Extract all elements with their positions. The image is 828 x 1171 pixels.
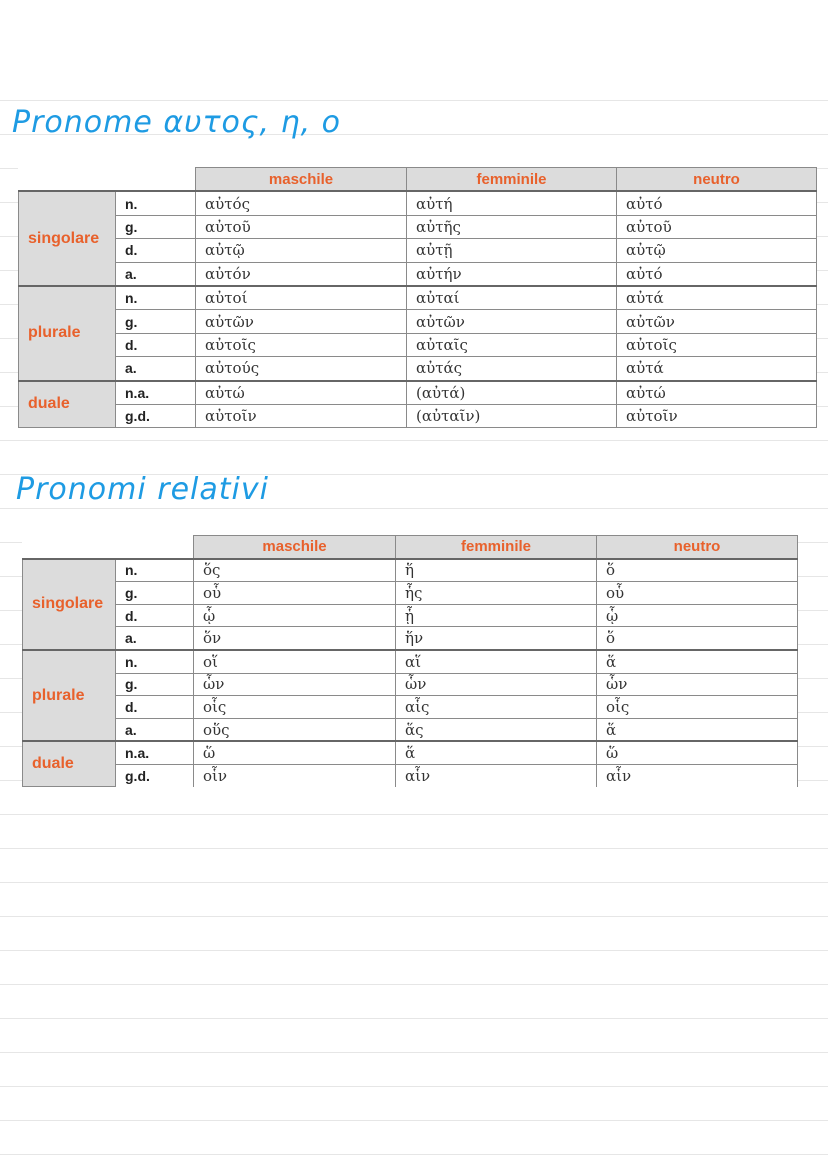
- greek-form: αὐτῶν: [407, 310, 617, 333]
- greek-form: ἥ: [396, 559, 597, 582]
- greek-form: οὗ: [194, 582, 396, 605]
- case-label: g.d.: [116, 404, 196, 427]
- table-row: [23, 559, 798, 582]
- table-row: [19, 310, 817, 333]
- case-label: n.a.: [116, 741, 194, 764]
- case-label: g.: [116, 215, 196, 238]
- case-label: g.d.: [116, 764, 194, 786]
- greek-form: ᾗ: [396, 604, 597, 627]
- relative-pronoun-declension-table: [22, 535, 798, 787]
- table-row: [23, 741, 798, 764]
- greek-form: ἅ: [396, 741, 597, 764]
- greek-form: αὐτάς: [407, 357, 617, 381]
- greek-form: αὐτόν: [196, 262, 407, 286]
- case-label: n.: [116, 650, 194, 673]
- greek-form: ᾧ: [597, 604, 798, 627]
- greek-form: αὐτό: [617, 191, 817, 215]
- table-row: [23, 650, 798, 673]
- case-label: d.: [116, 604, 194, 627]
- greek-form: αὐτοῖν: [617, 404, 817, 427]
- greek-form: αὐτῷ: [196, 239, 407, 262]
- case-label: a.: [116, 627, 194, 650]
- greek-form: αὐτῷ: [617, 239, 817, 262]
- column-header: neutro: [617, 168, 817, 192]
- case-label: g.: [116, 673, 194, 696]
- number-label: plurale: [19, 286, 116, 381]
- greek-form: ἅ: [597, 718, 798, 741]
- greek-form: οἵ: [194, 650, 396, 673]
- greek-form: αὐτώ: [617, 381, 817, 405]
- heading-autos-pronoun: Pronome αυτος, η, ο: [12, 105, 342, 140]
- table-row: [19, 262, 817, 286]
- greek-form: αὐτοῖς: [617, 333, 817, 356]
- case-label: n.: [116, 286, 196, 310]
- number-label: duale: [23, 741, 116, 786]
- greek-form: ἅς: [396, 718, 597, 741]
- greek-form: αἵ: [396, 650, 597, 673]
- table-row: [19, 404, 817, 427]
- greek-form: (αὐταῖν): [407, 404, 617, 427]
- greek-form: αὐτήν: [407, 262, 617, 286]
- column-header: neutro: [597, 536, 798, 559]
- table-row: [19, 215, 817, 238]
- greek-form: ὧν: [194, 673, 396, 696]
- greek-form: ἧς: [396, 582, 597, 605]
- greek-form: οὗ: [597, 582, 798, 605]
- number-label: singolare: [23, 559, 116, 650]
- greek-form: αὐτός: [196, 191, 407, 215]
- greek-form: αὐτοί: [196, 286, 407, 310]
- greek-form: ᾧ: [194, 604, 396, 627]
- greek-form: αὐτή: [407, 191, 617, 215]
- table-row: [23, 627, 798, 650]
- case-label: n.: [116, 559, 194, 582]
- heading-relative-pronouns: Pronomi relativi: [16, 472, 269, 507]
- greek-form: αἷς: [396, 696, 597, 719]
- greek-form: ὅ: [597, 559, 798, 582]
- table-row: [19, 286, 817, 310]
- greek-form: αὐτῇ: [407, 239, 617, 262]
- table-row: [23, 582, 798, 605]
- greek-form: ὥ: [597, 741, 798, 764]
- greek-form: (αὐτά): [407, 381, 617, 405]
- table-row: [23, 673, 798, 696]
- case-label: a.: [116, 718, 194, 741]
- greek-form: οἷν: [194, 764, 396, 786]
- case-label: d.: [116, 696, 194, 719]
- greek-form: ὅς: [194, 559, 396, 582]
- greek-form: ὧν: [597, 673, 798, 696]
- greek-form: αὐτά: [617, 357, 817, 381]
- greek-form: ὧν: [396, 673, 597, 696]
- case-label: g.: [116, 582, 194, 605]
- case-label: n.: [116, 191, 196, 215]
- greek-form: αἷν: [396, 764, 597, 786]
- header-row: [19, 168, 817, 192]
- autos-declension-table: [18, 167, 817, 428]
- greek-form: αὐτά: [617, 286, 817, 310]
- greek-form: ἥν: [396, 627, 597, 650]
- greek-form: οἷς: [597, 696, 798, 719]
- table-row: [19, 333, 817, 356]
- table-row: [23, 764, 798, 786]
- greek-form: ἅ: [597, 650, 798, 673]
- greek-form: οὕς: [194, 718, 396, 741]
- header-blank: [19, 168, 196, 192]
- table-row: [19, 191, 817, 215]
- header-blank: [23, 536, 194, 559]
- number-label: singolare: [19, 191, 116, 286]
- greek-form: αὐτῶν: [196, 310, 407, 333]
- greek-form: ὥ: [194, 741, 396, 764]
- case-label: a.: [116, 262, 196, 286]
- greek-form: αὐτῆς: [407, 215, 617, 238]
- greek-form: αὐτώ: [196, 381, 407, 405]
- case-label: d.: [116, 239, 196, 262]
- header-row: [23, 536, 798, 559]
- greek-form: αὐτοῦ: [196, 215, 407, 238]
- case-label: g.: [116, 310, 196, 333]
- case-label: a.: [116, 357, 196, 381]
- column-header: femminile: [407, 168, 617, 192]
- table-row: [19, 357, 817, 381]
- greek-form: αὐτούς: [196, 357, 407, 381]
- greek-form: αἷν: [597, 764, 798, 786]
- column-header: maschile: [196, 168, 407, 192]
- greek-form: αὐταῖς: [407, 333, 617, 356]
- column-header: maschile: [194, 536, 396, 559]
- case-label: n.a.: [116, 381, 196, 405]
- table-row: [23, 718, 798, 741]
- greek-form: αὐτοῖς: [196, 333, 407, 356]
- greek-form: αὐτοῖν: [196, 404, 407, 427]
- table-row: [23, 604, 798, 627]
- number-label: duale: [19, 381, 116, 428]
- table-row: [19, 239, 817, 262]
- number-label: plurale: [23, 650, 116, 741]
- page-top-margin: [0, 0, 828, 98]
- table-row: [19, 381, 817, 405]
- greek-form: ὅν: [194, 627, 396, 650]
- greek-form: αὐταί: [407, 286, 617, 310]
- greek-form: οἷς: [194, 696, 396, 719]
- table-row: [23, 696, 798, 719]
- greek-form: αὐτό: [617, 262, 817, 286]
- case-label: d.: [116, 333, 196, 356]
- column-header: femminile: [396, 536, 597, 559]
- greek-form: αὐτοῦ: [617, 215, 817, 238]
- greek-form: αὐτῶν: [617, 310, 817, 333]
- greek-form: ὅ: [597, 627, 798, 650]
